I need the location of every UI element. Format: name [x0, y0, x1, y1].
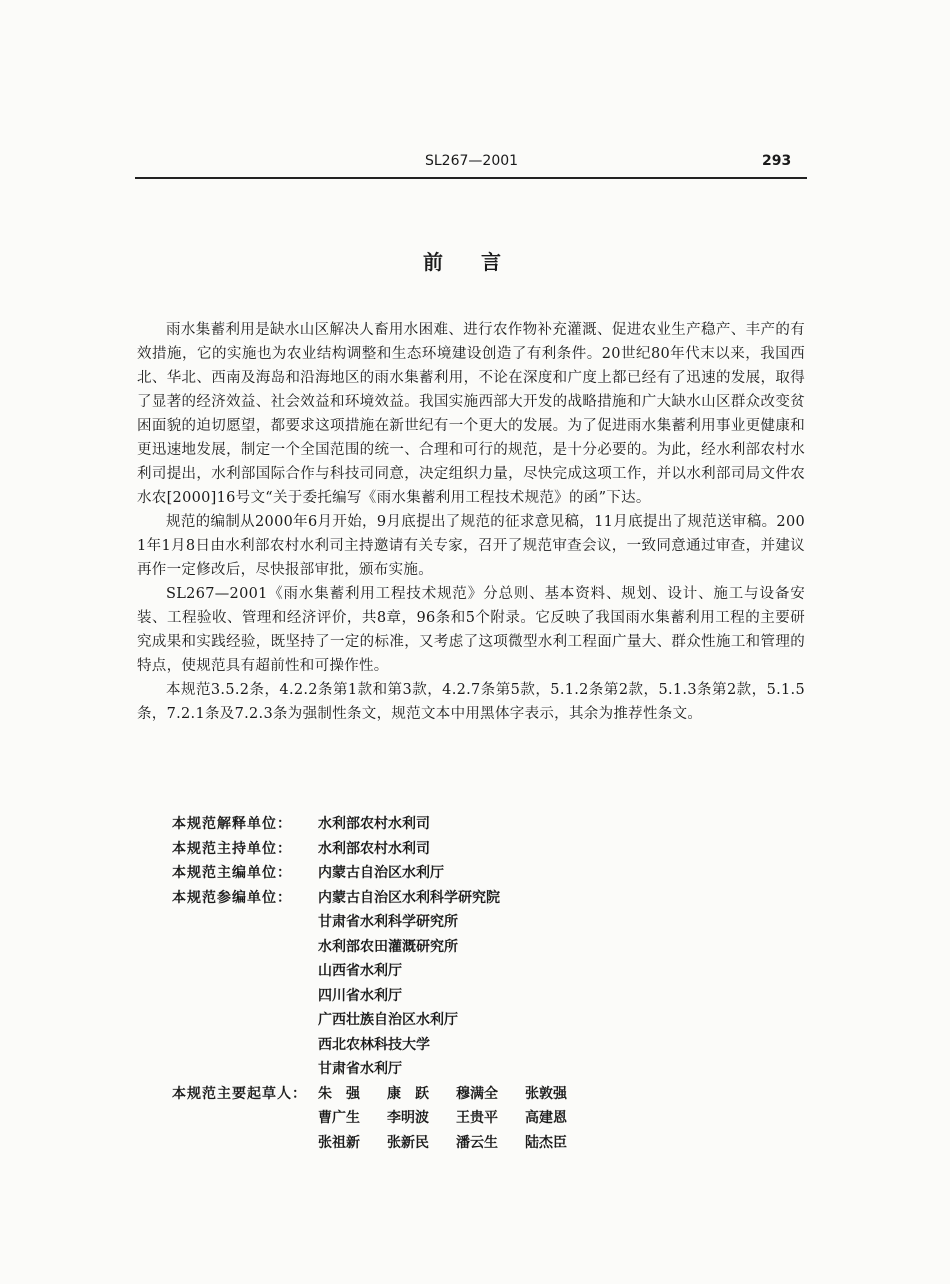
drafter-name: 朱 强: [318, 1085, 360, 1102]
drafters-row: [172, 1082, 792, 1107]
paragraph: 本规范3.5.2条，4.2.2条第1款和第3款，4.2.7条第5款，5.1.2条第2款，5.1.3条第2款，5.1.5条，7.2.1条及7.2.3条为强制性条文，规范文本中用黑体字表示，其余为推荐性条文。: [137, 682, 805, 722]
drafter-name: 陆杰臣: [525, 1134, 567, 1151]
drafter-name: 李明波: [387, 1110, 429, 1126]
host-unit-row: [172, 837, 792, 862]
interpret-unit-row: [172, 812, 792, 837]
page-title: 前言: [423, 250, 539, 274]
drafter-name: 康 跃: [387, 1085, 429, 1102]
drafter-name: 穆满全: [456, 1085, 498, 1102]
participating-unit: 四川省水利厅: [318, 987, 402, 1004]
participating-unit: 内蒙古自治区水利科学研究院: [318, 889, 500, 906]
chief-unit-label: 本规范主编单位：: [172, 865, 292, 881]
paragraph: SL267—2001《雨水集蓄利用工程技术规范》分总则、基本资料、规划、设计、施工与设备安装、工程验收、管理和经济评价，共8章，96条和5个附录。它反映了我国雨水集蓄利用工程的主要研究成果和实践经验，既坚持了一定的标准，又考虑了这项微型水利工程面广量大、群众性施工和管理的特点，使规范具有超前性和可操作性。: [137, 586, 805, 674]
participating-unit: 广西壮族自治区水利厅: [318, 1012, 458, 1028]
chief-unit-row: [172, 861, 792, 886]
page-number: 293: [762, 153, 792, 169]
paragraph: 规范的编制从2000年6月开始，9月底提出了规范的征求意见稿，11月底提出了规范送审稿。2001年1月8日由水利部农村水利司主持邀请有关专家，召开了规范审查会议，一致同意通过审查，并建议再作一定修改后，尽快报部审批，颁布实施。: [137, 514, 805, 578]
drafter-name: 张敦强: [525, 1085, 567, 1102]
paragraph: 雨水集蓄利用是缺水山区解决人畜用水困难、进行农作物补充灌溉、促进农业生产稳产、丰产的有效措施，它的实施也为农业结构调整和生态环境建设创造了有利条件。20世纪80年代末以来，我国西北、华北、西南及海岛和沿海地区的雨水集蓄利用，不论在深度和广度上都已经有了迅速的发展，取得了显著的经济效益、社会效益和环境效益。我国实施西部大开发的战略措施和广大缺水山区群众改变贫困面貌的迫切愿望，都要求这项措施在新世纪有一个更大的发展。为了促进雨水集蓄利用事业更健康和更迅速地发展，制定一个全国范围的统一、合理和可行的规范，是十分必要的。为此，经水利部农村水利司提出，水利部国际合作与科技司同意，决定组织力量，尽快完成这项工作，并以水利部司局文件农水农[2000]16号文“关于委托编写《雨水集蓄利用工程技术规范》的函”下达。: [137, 322, 805, 506]
participating-unit: 西北农林科技大学: [318, 1036, 430, 1053]
drafter-name: 高建恩: [525, 1110, 567, 1126]
drafters-label: 本规范主要起草人：: [172, 1085, 307, 1102]
units-list: [172, 812, 792, 1155]
participating-unit-label: 本规范参编单位：: [172, 889, 292, 906]
page-header-standard: SL267—2001: [425, 153, 519, 169]
participating-unit-row: [172, 886, 792, 911]
participating-unit: 水利部农田灌溉研究所: [318, 938, 458, 955]
drafter-name: 曹广生: [318, 1110, 360, 1126]
interpret-unit-label: 本规范解释单位：: [172, 816, 292, 832]
chief-unit-value: 内蒙古自治区水利厅: [318, 865, 444, 881]
participating-unit: 甘肃省水利厅: [318, 1061, 402, 1077]
drafter-name: 王贵平: [456, 1110, 498, 1126]
drafter-name: 张祖新: [318, 1134, 360, 1151]
host-unit-value: 水利部农村水利司: [318, 840, 430, 857]
foreword-body: [137, 318, 805, 726]
interpret-unit-value: 水利部农村水利司: [318, 816, 430, 832]
participating-unit: 山西省水利厅: [318, 963, 402, 979]
header-rule: [135, 177, 807, 179]
drafter-name: 张新民: [387, 1134, 429, 1151]
participating-unit: 甘肃省水利科学研究所: [318, 914, 458, 930]
drafter-name: 潘云生: [456, 1134, 498, 1151]
host-unit-label: 本规范主持单位：: [172, 840, 292, 857]
